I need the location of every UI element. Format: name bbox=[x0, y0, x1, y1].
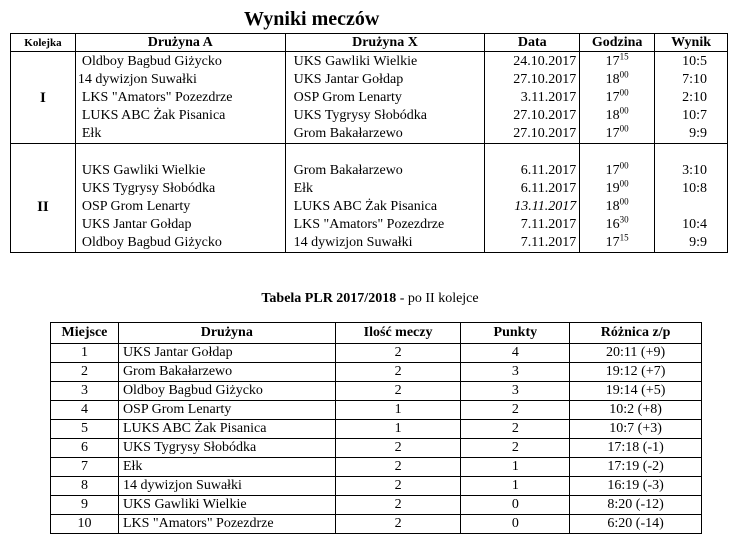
team-a-cell: OSP Grom Lenarty bbox=[75, 198, 285, 216]
table-row bbox=[51, 382, 702, 401]
team-a-cell: Ełk bbox=[75, 125, 285, 144]
spacer-cell bbox=[580, 144, 655, 162]
team-a-cell: UKS Jantar Gołdap bbox=[75, 216, 285, 234]
date-cell: 13.11.2017 bbox=[485, 198, 580, 216]
date-cell: 7.11.2017 bbox=[485, 216, 580, 234]
points-cell: 2 bbox=[461, 420, 570, 439]
team-cell: UKS Gawliki Wielkie bbox=[118, 496, 335, 515]
table-row bbox=[51, 439, 702, 458]
table-row bbox=[51, 515, 702, 534]
hour-value: 17 bbox=[605, 235, 620, 250]
date-cell: 27.10.2017 bbox=[485, 71, 580, 89]
place-cell: 10 bbox=[51, 515, 119, 534]
hour-cell bbox=[580, 125, 655, 144]
header-hour: Godzina bbox=[580, 34, 655, 52]
diff-cell: 19:14 (+5) bbox=[570, 382, 702, 401]
matches-cell: 2 bbox=[335, 515, 461, 534]
minute-value: 00 bbox=[619, 160, 629, 171]
result-cell bbox=[655, 198, 728, 216]
hour-cell bbox=[580, 71, 655, 89]
table-row bbox=[51, 401, 702, 420]
header-team: Drużyna bbox=[118, 323, 335, 344]
result-cell: 3:10 bbox=[655, 161, 728, 180]
matches-cell: 2 bbox=[335, 382, 461, 401]
hour-value: 19 bbox=[605, 181, 620, 196]
place-cell: 7 bbox=[51, 458, 119, 477]
match-row bbox=[11, 71, 728, 89]
minute-value: 00 bbox=[619, 69, 629, 80]
team-x-cell: UKS Jantar Gołdap bbox=[285, 71, 485, 89]
header-result: Wynik bbox=[655, 34, 728, 52]
results-table bbox=[10, 33, 728, 253]
spacer-cell bbox=[75, 144, 285, 162]
match-row bbox=[11, 89, 728, 107]
hour-cell bbox=[580, 89, 655, 107]
matches-cell: 1 bbox=[335, 401, 461, 420]
result-cell: 10:7 bbox=[655, 107, 728, 125]
header-team-x: Drużyna X bbox=[285, 34, 485, 52]
match-row bbox=[11, 161, 728, 180]
result-cell: 2:10 bbox=[655, 89, 728, 107]
result-cell: 10:8 bbox=[655, 180, 728, 198]
standings-header-row bbox=[51, 323, 702, 344]
result-cell: 10:5 bbox=[655, 52, 728, 72]
team-x-cell: Grom Bakałarzewo bbox=[285, 125, 485, 144]
diff-cell: 19:12 (+7) bbox=[570, 363, 702, 382]
matches-cell: 2 bbox=[335, 439, 461, 458]
diff-cell: 6:20 (-14) bbox=[570, 515, 702, 534]
match-row bbox=[11, 216, 728, 234]
team-x-cell: Ełk bbox=[285, 180, 485, 198]
minute-value: 15 bbox=[619, 51, 629, 62]
round-spacer bbox=[11, 144, 728, 162]
table-row bbox=[51, 363, 702, 382]
minute-value: 00 bbox=[619, 178, 629, 189]
minute-value: 00 bbox=[619, 87, 629, 98]
hour-value: 17 bbox=[605, 54, 620, 69]
round-label: I bbox=[11, 52, 76, 144]
place-cell: 6 bbox=[51, 439, 119, 458]
team-x-cell: 14 dywizjon Suwałki bbox=[285, 234, 485, 253]
standings-title-bold: Tabela PLR 2017/2018 bbox=[261, 291, 397, 306]
date-cell: 6.11.2017 bbox=[485, 180, 580, 198]
matches-cell: 2 bbox=[335, 477, 461, 496]
team-cell: LKS "Amators" Pozezdrze bbox=[118, 515, 335, 534]
diff-cell: 16:19 (-3) bbox=[570, 477, 702, 496]
match-row bbox=[11, 198, 728, 216]
match-row bbox=[11, 180, 728, 198]
results-header-row bbox=[11, 34, 728, 52]
points-cell: 1 bbox=[461, 477, 570, 496]
team-cell: Ełk bbox=[118, 458, 335, 477]
standings-title bbox=[0, 291, 740, 307]
team-cell: Grom Bakałarzewo bbox=[118, 363, 335, 382]
diff-cell: 10:2 (+8) bbox=[570, 401, 702, 420]
results-body bbox=[11, 52, 728, 253]
place-cell: 8 bbox=[51, 477, 119, 496]
place-cell: 3 bbox=[51, 382, 119, 401]
header-matches: Ilość meczy bbox=[335, 323, 461, 344]
points-cell: 0 bbox=[461, 515, 570, 534]
result-cell: 9:9 bbox=[655, 234, 728, 253]
hour-value: 16 bbox=[605, 217, 620, 232]
points-cell: 0 bbox=[461, 496, 570, 515]
team-a-cell: Oldboy Bagbud Giżycko bbox=[75, 52, 285, 72]
header-round: Kolejka bbox=[11, 34, 76, 52]
hour-value: 17 bbox=[605, 90, 620, 105]
minute-value: 15 bbox=[619, 232, 629, 243]
spacer-cell bbox=[285, 144, 485, 162]
minute-value: 30 bbox=[619, 214, 629, 225]
matches-cell: 2 bbox=[335, 363, 461, 382]
team-cell: OSP Grom Lenarty bbox=[118, 401, 335, 420]
date-cell: 7.11.2017 bbox=[485, 234, 580, 253]
header-place: Miejsce bbox=[51, 323, 119, 344]
diff-cell: 20:11 (+9) bbox=[570, 344, 702, 363]
header-team-a: Drużyna A bbox=[75, 34, 285, 52]
team-x-cell: LKS "Amators" Pozezdrze bbox=[285, 216, 485, 234]
diff-cell: 17:19 (-2) bbox=[570, 458, 702, 477]
team-cell: LUKS ABC Żak Pisanica bbox=[118, 420, 335, 439]
date-cell: 24.10.2017 bbox=[485, 52, 580, 72]
place-cell: 4 bbox=[51, 401, 119, 420]
matches-cell: 2 bbox=[335, 458, 461, 477]
spacer-cell bbox=[11, 144, 76, 162]
points-cell: 3 bbox=[461, 363, 570, 382]
place-cell: 9 bbox=[51, 496, 119, 515]
table-row bbox=[51, 496, 702, 515]
result-cell: 7:10 bbox=[655, 71, 728, 89]
date-cell: 27.10.2017 bbox=[485, 125, 580, 144]
hour-cell bbox=[580, 234, 655, 253]
points-cell: 3 bbox=[461, 382, 570, 401]
diff-cell: 8:20 (-12) bbox=[570, 496, 702, 515]
team-a-cell: 14 dywizjon Suwałki bbox=[75, 71, 285, 89]
header-points: Punkty bbox=[461, 323, 570, 344]
hour-value: 18 bbox=[605, 72, 620, 87]
team-x-cell: Grom Bakałarzewo bbox=[285, 161, 485, 180]
hour-cell bbox=[580, 216, 655, 234]
result-cell: 9:9 bbox=[655, 125, 728, 144]
team-cell: UKS Jantar Gołdap bbox=[118, 344, 335, 363]
team-a-cell: UKS Gawliki Wielkie bbox=[75, 161, 285, 180]
date-cell: 27.10.2017 bbox=[485, 107, 580, 125]
hour-value: 17 bbox=[605, 126, 620, 141]
points-cell: 4 bbox=[461, 344, 570, 363]
table-row bbox=[51, 344, 702, 363]
minute-value: 00 bbox=[619, 123, 629, 134]
matches-cell: 1 bbox=[335, 420, 461, 439]
place-cell: 5 bbox=[51, 420, 119, 439]
match-row bbox=[11, 52, 728, 72]
page-title: Wyniki meczów bbox=[244, 8, 380, 30]
hour-cell bbox=[580, 107, 655, 125]
team-cell: 14 dywizjon Suwałki bbox=[118, 477, 335, 496]
matches-cell: 2 bbox=[335, 496, 461, 515]
match-row bbox=[11, 234, 728, 253]
standings-title-rest: - po II kolejce bbox=[396, 291, 479, 306]
match-row bbox=[11, 125, 728, 144]
date-cell: 3.11.2017 bbox=[485, 89, 580, 107]
spacer-cell bbox=[485, 144, 580, 162]
standings-body bbox=[51, 344, 702, 534]
team-x-cell: OSP Grom Lenarty bbox=[285, 89, 485, 107]
diff-cell: 17:18 (-1) bbox=[570, 439, 702, 458]
minute-value: 00 bbox=[619, 196, 629, 207]
header-diff: Różnica z/p bbox=[570, 323, 702, 344]
date-cell: 6.11.2017 bbox=[485, 161, 580, 180]
team-x-cell: LUKS ABC Żak Pisanica bbox=[285, 198, 485, 216]
table-row bbox=[51, 420, 702, 439]
standings-table bbox=[50, 322, 702, 534]
points-cell: 2 bbox=[461, 439, 570, 458]
diff-cell: 10:7 (+3) bbox=[570, 420, 702, 439]
hour-value: 18 bbox=[605, 199, 620, 214]
place-cell: 2 bbox=[51, 363, 119, 382]
hour-value: 17 bbox=[605, 163, 620, 178]
header-date: Data bbox=[485, 34, 580, 52]
matches-cell: 2 bbox=[335, 344, 461, 363]
hour-cell bbox=[580, 161, 655, 180]
table-row bbox=[51, 458, 702, 477]
minute-value: 00 bbox=[619, 105, 629, 116]
table-row bbox=[51, 477, 702, 496]
hour-value: 18 bbox=[605, 108, 620, 123]
team-x-cell: UKS Tygrysy Słobódka bbox=[285, 107, 485, 125]
hour-cell bbox=[580, 52, 655, 72]
points-cell: 1 bbox=[461, 458, 570, 477]
match-row bbox=[11, 107, 728, 125]
place-cell: 1 bbox=[51, 344, 119, 363]
hour-cell bbox=[580, 198, 655, 216]
team-cell: UKS Tygrysy Słobódka bbox=[118, 439, 335, 458]
result-cell: 10:4 bbox=[655, 216, 728, 234]
points-cell: 2 bbox=[461, 401, 570, 420]
team-a-cell: LKS "Amators" Pozezdrze bbox=[75, 89, 285, 107]
team-a-cell: UKS Tygrysy Słobódka bbox=[75, 180, 285, 198]
spacer-cell bbox=[655, 144, 728, 162]
round-label: II bbox=[11, 161, 76, 253]
team-x-cell: UKS Gawliki Wielkie bbox=[285, 52, 485, 72]
team-cell: Oldboy Bagbud Giżycko bbox=[118, 382, 335, 401]
team-a-cell: LUKS ABC Żak Pisanica bbox=[75, 107, 285, 125]
hour-cell bbox=[580, 180, 655, 198]
team-a-cell: Oldboy Bagbud Giżycko bbox=[75, 234, 285, 253]
